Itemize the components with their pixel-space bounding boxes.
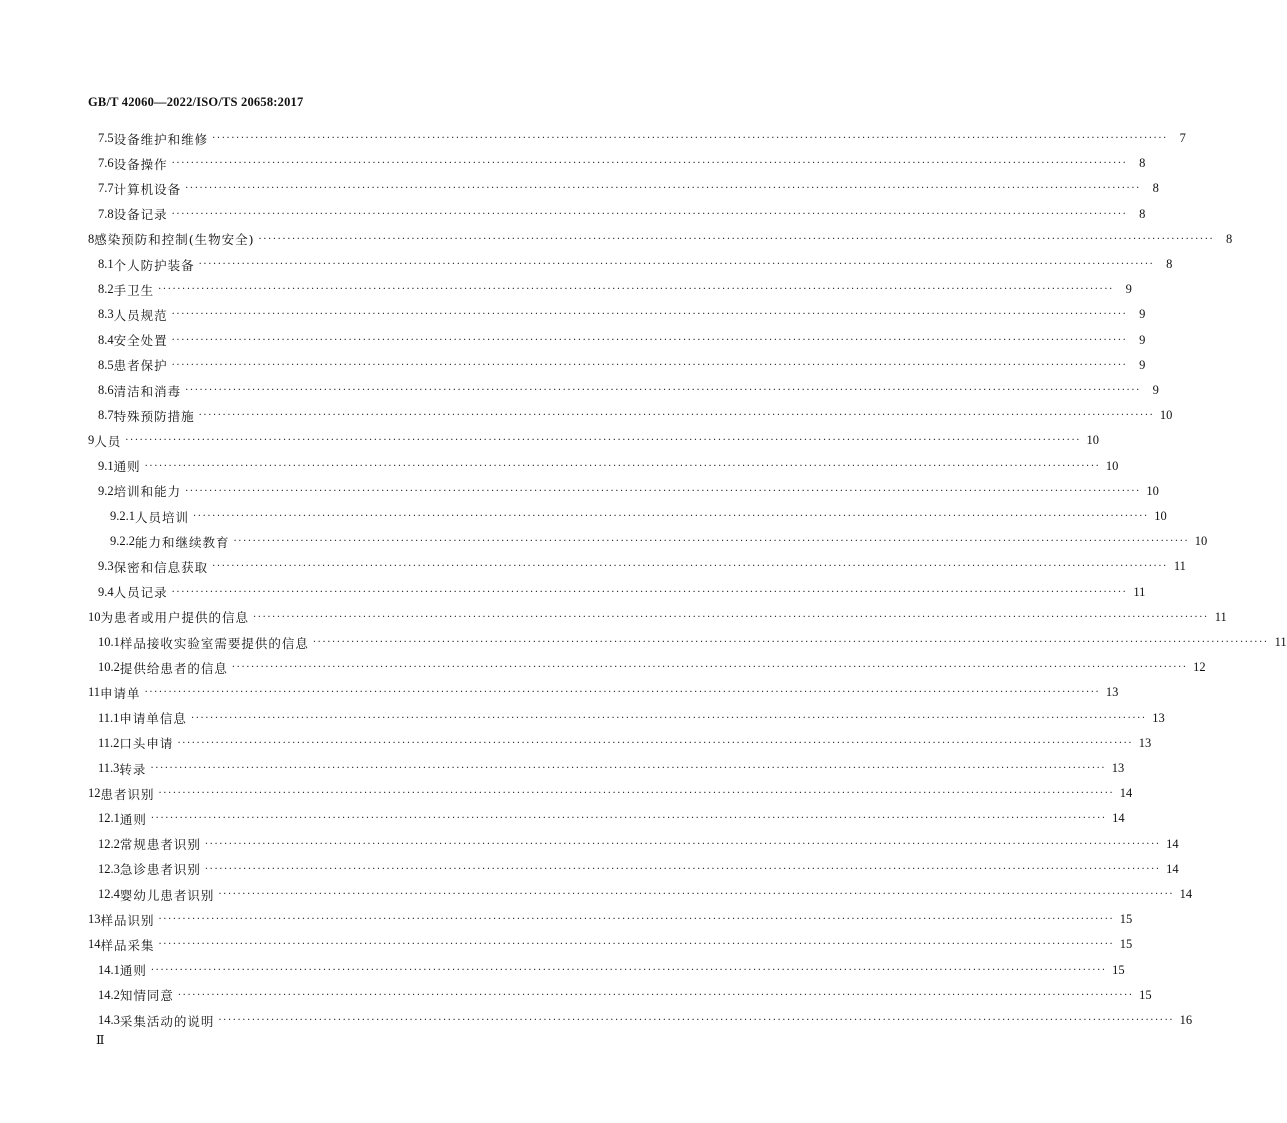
toc-entry[interactable] xyxy=(0,151,1146,176)
toc-entry[interactable] xyxy=(0,806,1125,831)
toc-entry-line xyxy=(98,277,1132,302)
toc-entry-title: 能力和继续教育 xyxy=(135,534,230,550)
toc-entry-number: 8.4 xyxy=(98,332,114,347)
page-number: Ⅱ xyxy=(96,1033,105,1047)
toc-dot-leader: ········································································································································································································ xyxy=(177,737,1134,749)
toc-entry-number: 9.2 xyxy=(98,483,114,498)
toc-dot-leader: ········································································································································································································ xyxy=(190,712,1147,724)
toc-entry-number: 11.1 xyxy=(98,710,120,725)
toc-entry[interactable] xyxy=(0,1008,1193,1033)
toc-entry-number: 12.3 xyxy=(98,861,120,876)
toc-dot-leader: ········································································································································································································ xyxy=(171,586,1128,598)
toc-dot-leader: ········································································································································································································ xyxy=(158,284,1114,296)
toc-entry-number: 8.2 xyxy=(98,282,114,297)
toc-entry-title: 安全处置 xyxy=(113,333,168,349)
toc-entry-title: 人员记录 xyxy=(113,585,168,601)
toc-entry-page: 9 xyxy=(1139,357,1146,372)
toc-entry-page: 13 xyxy=(1152,710,1165,725)
toc-entry-page: 8 xyxy=(1139,156,1146,171)
toc-entry-page: 10 xyxy=(1105,458,1119,473)
toc-entry[interactable] xyxy=(0,630,1287,655)
toc-entry-title: 口头申请 xyxy=(119,736,174,752)
toc-entry-title: 常规患者识别 xyxy=(119,837,201,853)
toc-dot-leader: ········································································································································································································ xyxy=(204,863,1161,875)
toc-entry-title: 知情同意 xyxy=(119,988,174,1004)
toc-entry-line xyxy=(88,680,1119,705)
toc-dot-leader: ········································································································································································································ xyxy=(212,133,1168,144)
toc-entry-number: 14.2 xyxy=(98,987,120,1002)
toc-entry[interactable] xyxy=(0,907,1133,932)
toc-entry[interactable] xyxy=(0,176,1159,201)
toc-entry-page: 8 xyxy=(1166,257,1173,271)
toc-entry-page: 10 xyxy=(1086,433,1100,448)
toc-entry-title: 通则 xyxy=(119,963,147,979)
toc-entry-page: 9 xyxy=(1125,282,1132,297)
toc-entry-title: 急诊患者识别 xyxy=(119,862,201,878)
toc-entry-title: 设备记录 xyxy=(113,207,168,223)
toc-entry-title: 培训和能力 xyxy=(113,484,182,500)
toc-entry-title: 个人防护装备 xyxy=(113,257,195,273)
toc-entry[interactable] xyxy=(0,202,1146,227)
toc-entry[interactable] xyxy=(0,958,1125,983)
toc-entry-title: 采集活动的说明 xyxy=(119,1013,215,1029)
toc-entry-page: 9 xyxy=(1152,383,1159,397)
toc-entry-title: 设备维护和维修 xyxy=(113,131,209,147)
toc-entry-number: 12.2 xyxy=(98,836,120,851)
toc-entry-page: 10 xyxy=(1154,509,1167,523)
toc-entry[interactable] xyxy=(0,983,1152,1008)
toc-dot-leader: ········································································································································································································ xyxy=(231,662,1188,674)
toc-entry[interactable] xyxy=(0,605,1227,630)
toc-entry-number: 7.7 xyxy=(98,181,114,196)
toc-entry-page: 14 xyxy=(1179,887,1193,901)
toc-entry-line xyxy=(98,151,1146,176)
toc-entry-title: 清洁和消毒 xyxy=(113,383,182,399)
toc-entry-page: 8 xyxy=(1152,181,1159,196)
toc-entry-line xyxy=(88,781,1133,806)
toc-entry-line xyxy=(88,932,1133,957)
toc-entry[interactable] xyxy=(0,932,1133,957)
toc-dot-leader: ········································································································································································································ xyxy=(185,183,1141,195)
toc-entry-page: 11 xyxy=(1133,584,1146,599)
toc-dot-leader: ········································································································································································································ xyxy=(193,511,1149,522)
toc-entry-number: 11 xyxy=(88,685,101,700)
toc-entry-page: 10 xyxy=(1194,534,1208,549)
toc-entry-page: 9 xyxy=(1139,332,1146,347)
toc-dot-leader: ········································································································································································································ xyxy=(198,410,1155,422)
toc-dot-leader: ········································································································································································································ xyxy=(212,561,1168,573)
toc-dot-leader: ········································································································································································································ xyxy=(258,233,1215,245)
toc-entry-number: 11.2 xyxy=(98,735,120,750)
toc-dot-leader: ········································································································································································································ xyxy=(171,309,1128,321)
toc-dot-leader: ········································································································································································································ xyxy=(144,687,1101,699)
toc-entry-title: 申请单 xyxy=(100,685,141,701)
toc-entry-line xyxy=(98,328,1146,353)
toc-entry-title: 样品采集 xyxy=(100,937,155,953)
toc-entry-number: 9.2.1 xyxy=(110,509,135,523)
toc-entry[interactable] xyxy=(0,655,1206,680)
toc-entry-line xyxy=(98,958,1125,983)
toc-dot-leader: ········································································································································································································ xyxy=(233,536,1190,548)
toc-entry-page: 15 xyxy=(1119,937,1133,952)
toc-entry-page: 10 xyxy=(1146,483,1159,498)
toc-dot-leader: ········································································································································································································ xyxy=(171,334,1128,346)
toc-entry-line xyxy=(88,227,1233,252)
toc-dot-leader: ········································································································································································································ xyxy=(312,637,1269,648)
toc-entry-title: 特殊预防措施 xyxy=(113,408,195,424)
page-header-standard-code: GB/T 42060—2022/ISO/TS 20658:2017 xyxy=(88,95,304,109)
toc-entry-number: 12.1 xyxy=(98,811,120,826)
toc-entry-page: 11 xyxy=(1274,635,1287,649)
toc-entry-page: 11 xyxy=(1173,559,1186,574)
toc-entry-line xyxy=(98,126,1186,151)
toc-entry-line xyxy=(110,504,1167,529)
toc-entry-line xyxy=(98,832,1179,857)
toc-entry-title: 提供给患者的信息 xyxy=(119,660,228,676)
toc-entry-title: 转录 xyxy=(119,761,147,777)
toc-entry-line xyxy=(98,202,1146,227)
toc-entry-number: 8.5 xyxy=(98,357,114,372)
toc-dot-leader: ········································································································································································································ xyxy=(150,964,1107,976)
toc-dot-leader: ········································································································································································································ xyxy=(198,259,1155,270)
toc-entry-line xyxy=(88,907,1133,932)
toc-entry[interactable] xyxy=(0,781,1133,806)
toc-entry-page: 11 xyxy=(1214,609,1227,624)
toc-entry-page: 14 xyxy=(1112,811,1125,826)
toc-dot-leader: ········································································································································································································ xyxy=(158,939,1115,951)
toc-entry-number: 12.4 xyxy=(98,887,120,901)
toc-dot-leader: ········································································································································································································ xyxy=(171,208,1128,220)
toc-entry-number: 8.1 xyxy=(98,257,114,271)
toc-entry[interactable] xyxy=(0,554,1186,579)
toc-entry-page: 14 xyxy=(1166,836,1179,851)
toc-entry-number: 8.6 xyxy=(98,383,114,397)
toc-dot-leader: ········································································································································································································ xyxy=(171,158,1128,170)
toc-entry-title: 手卫生 xyxy=(113,282,155,298)
toc-entry-number: 14.1 xyxy=(98,962,120,977)
toc-entry-line xyxy=(98,1008,1193,1033)
toc-entry[interactable] xyxy=(0,428,1100,453)
toc-entry[interactable] xyxy=(0,832,1179,857)
toc-entry-page: 13 xyxy=(1105,685,1119,700)
toc-entry-page: 13 xyxy=(1138,735,1152,750)
toc-entry-number: 9.1 xyxy=(98,458,114,473)
toc-entry[interactable] xyxy=(0,378,1159,403)
toc-dot-leader: ········································································································································································································ xyxy=(125,435,1082,447)
toc-entry-line xyxy=(98,756,1125,781)
toc-entry-line xyxy=(98,479,1159,504)
toc-dot-leader: ········································································································································································································ xyxy=(150,813,1107,825)
toc-entry-line xyxy=(88,428,1100,453)
toc-entry-line xyxy=(98,731,1152,756)
toc-entry-title: 感染预防和控制(生物安全) xyxy=(94,232,255,248)
toc-entry[interactable] xyxy=(0,403,1173,428)
toc-entry-line xyxy=(98,580,1146,605)
toc-entry-number: 8.7 xyxy=(98,408,114,423)
toc-entry-number: 7.5 xyxy=(98,131,114,145)
toc-entry-page: 8 xyxy=(1139,206,1146,221)
toc-entry-number: 9.4 xyxy=(98,584,114,599)
toc-dot-leader: ········································································································································································································ xyxy=(144,460,1101,472)
toc-entry[interactable] xyxy=(0,328,1146,353)
toc-entry-line xyxy=(110,529,1208,554)
toc-entry[interactable] xyxy=(0,529,1208,554)
toc-entry-number: 7.8 xyxy=(98,206,114,221)
toc-entry-page: 9 xyxy=(1139,307,1146,322)
toc-dot-leader: ········································································································································································································ xyxy=(185,485,1141,497)
toc-entry-line xyxy=(98,403,1173,428)
toc-entry-title: 患者识别 xyxy=(100,786,155,802)
toc-entry[interactable] xyxy=(0,353,1146,378)
toc-entry-page: 8 xyxy=(1226,231,1233,246)
toc-entry-number: 7.6 xyxy=(98,156,114,171)
toc-entry-page: 15 xyxy=(1112,962,1125,977)
toc-entry-title: 保密和信息获取 xyxy=(113,559,209,575)
toc-entry-line xyxy=(98,655,1206,680)
toc-entry-line xyxy=(88,605,1227,630)
toc-entry-line xyxy=(98,353,1146,378)
toc-entry-number: 10.2 xyxy=(98,660,120,675)
toc-entry-page: 14 xyxy=(1166,861,1179,876)
toc-entry[interactable] xyxy=(0,857,1179,882)
toc-entry[interactable] xyxy=(0,302,1146,327)
toc-entry-number: 8 xyxy=(88,231,95,246)
toc-entry-line xyxy=(98,554,1186,579)
toc-entry-title: 设备操作 xyxy=(113,156,168,172)
toc-entry-number: 13 xyxy=(88,912,101,927)
toc-entry[interactable] xyxy=(0,706,1165,731)
toc-entry-number: 9.3 xyxy=(98,559,114,574)
toc-entry-title: 人员培训 xyxy=(135,509,190,525)
toc-entry-title: 样品识别 xyxy=(100,912,155,928)
toc-entry-line xyxy=(98,252,1173,277)
toc-dot-leader: ········································································································································································································ xyxy=(204,838,1161,850)
toc-entry[interactable] xyxy=(0,580,1146,605)
toc-dot-leader: ········································································································································································································ xyxy=(218,889,1175,900)
toc-entry-number: 11.3 xyxy=(98,761,120,775)
toc-entry-line xyxy=(98,176,1159,201)
toc-entry-page: 12 xyxy=(1193,660,1206,675)
toc-entry[interactable] xyxy=(0,454,1119,479)
toc-entry[interactable] xyxy=(0,882,1193,907)
toc-entry[interactable] xyxy=(0,277,1132,302)
toc-dot-leader: ········································································································································································································ xyxy=(177,989,1134,1001)
toc-entry-title: 申请单信息 xyxy=(119,711,187,727)
toc-entry-line xyxy=(98,882,1193,907)
toc-entry-page: 10 xyxy=(1159,408,1173,423)
toc-dot-leader: ········································································································································································································ xyxy=(185,385,1141,396)
toc-entry[interactable] xyxy=(0,731,1152,756)
toc-entry[interactable] xyxy=(0,756,1125,781)
toc-entry-title: 样品接收实验室需要提供的信息 xyxy=(119,635,309,651)
toc-entry-line xyxy=(98,806,1125,831)
toc-dot-leader: ········································································································································································································ xyxy=(158,788,1115,800)
toc-entry-title: 人员 xyxy=(94,433,122,449)
toc-entry-number: 9.2.2 xyxy=(110,534,135,549)
toc-entry-line xyxy=(98,857,1179,882)
toc-entry[interactable] xyxy=(0,479,1159,504)
toc-dot-leader: ········································································································································································································ xyxy=(218,1015,1175,1026)
toc-entry-line xyxy=(98,706,1165,731)
toc-entry-page: 14 xyxy=(1119,786,1133,801)
toc-entry-line xyxy=(98,302,1146,327)
toc-entry-page: 15 xyxy=(1119,912,1133,927)
toc-dot-leader: ········································································································································································································ xyxy=(171,359,1128,371)
toc-dot-leader: ········································································································································································································ xyxy=(253,611,1209,623)
toc-entry-title: 婴幼儿患者识别 xyxy=(119,887,215,903)
toc-entry[interactable] xyxy=(0,227,1233,252)
toc-entry-number: 10.1 xyxy=(98,635,120,649)
toc-entry[interactable] xyxy=(0,252,1173,277)
toc-entry-title: 通则 xyxy=(113,459,141,475)
toc-entry-number: 12 xyxy=(88,786,101,801)
toc-entry-line xyxy=(98,378,1159,403)
toc-entry-title: 患者保护 xyxy=(113,358,168,374)
toc-entry-title: 通则 xyxy=(119,811,147,827)
toc-dot-leader: ········································································································································································································ xyxy=(158,914,1115,926)
toc-entry-page: 7 xyxy=(1179,131,1186,145)
toc-entry-number: 14 xyxy=(88,937,101,952)
toc-entry[interactable] xyxy=(0,680,1119,705)
toc-entry[interactable] xyxy=(0,504,1167,529)
toc-dot-leader: ········································································································································································································ xyxy=(150,763,1107,774)
toc-entry[interactable] xyxy=(0,126,1186,151)
toc-entry-title: 人员规范 xyxy=(113,307,168,323)
toc-entry-number: 8.3 xyxy=(98,307,114,322)
toc-entry-number: 10 xyxy=(88,609,101,624)
toc-entry-title: 计算机设备 xyxy=(113,181,182,197)
toc-entry-number: 9 xyxy=(88,433,95,448)
toc-entry-page: 13 xyxy=(1111,761,1125,775)
toc-entry-page: 15 xyxy=(1139,987,1152,1002)
toc-entry-title: 为患者或用户提供的信息 xyxy=(100,610,250,626)
toc-entry-line xyxy=(98,630,1287,655)
toc-entry-number: 14.3 xyxy=(98,1013,120,1027)
toc-entry-line xyxy=(98,454,1119,479)
toc-entry-line xyxy=(98,983,1152,1008)
toc-entry-page: 16 xyxy=(1179,1013,1193,1027)
